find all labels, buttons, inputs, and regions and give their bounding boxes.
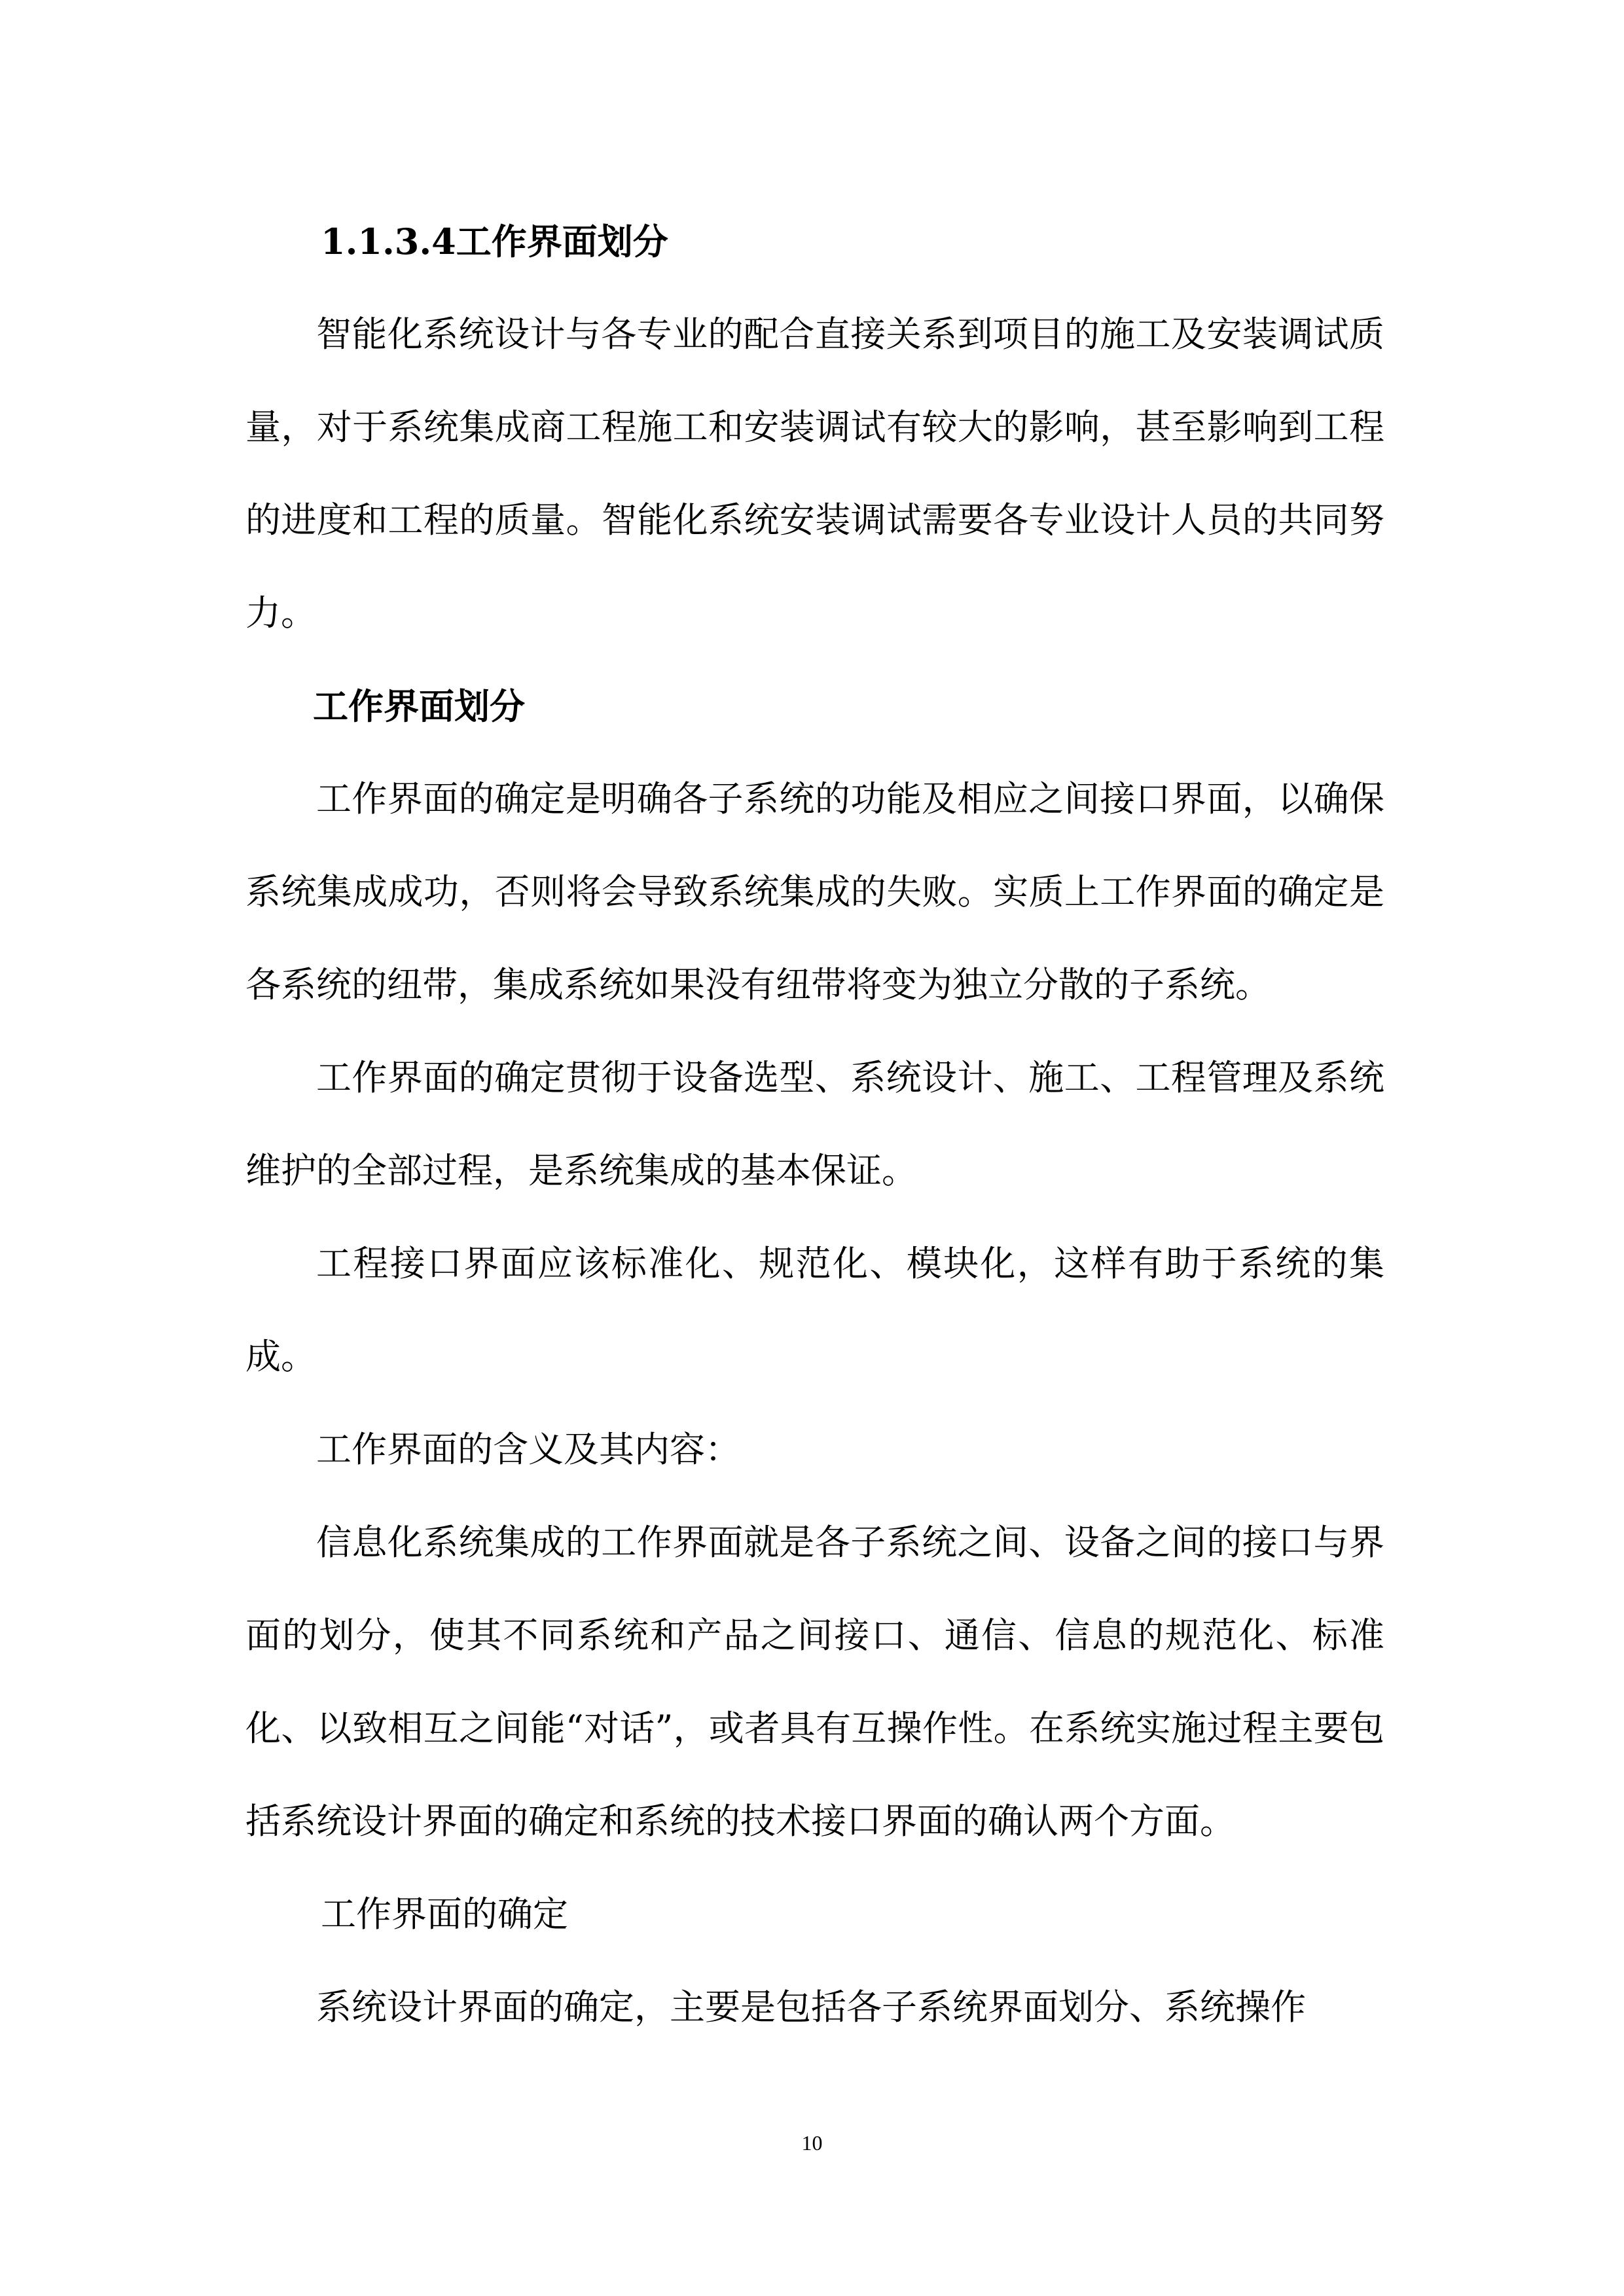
paragraph-design-interface: 系统设计界面的确定，主要是包括各子系统界面划分、系统操作 xyxy=(316,1986,1306,2028)
definition-heading: 工作界面的确定 xyxy=(321,1893,568,1935)
paragraph-interface-meaning-label: 工作界面的含义及其内容： xyxy=(316,1429,740,1470)
text-column xyxy=(245,195,1384,2054)
section-heading: 1.1.3.4工作界面划分 xyxy=(321,221,668,262)
subsection-heading: 工作界面划分 xyxy=(313,685,525,727)
page-number: 10 xyxy=(801,2131,823,2155)
paragraph-interface-process: 工作界面的确定贯彻于设备选型、系统设计、施工、工程管理及系统维护的全部过程，是系统集成的基本保证。 xyxy=(245,1057,1384,1191)
paragraph-interface-purpose: 工作界面的确定是明确各子系统的功能及相应之间接口界面，以确保系统集成成功，否则将会导致系统集成的失败。实质上工作界面的确定是各系统的纽带，集成系统如果没有纽带将变为独立分散的子系统。 xyxy=(245,778,1384,1005)
paragraph-interface-standardization: 工程接口界面应该标准化、规范化、模块化，这样有助于系统的集成。 xyxy=(245,1243,1384,1377)
intro-paragraph: 智能化系统设计与各专业的配合直接关系到项目的施工及安装调试质量，对于系统集成商工程施工和安装调试有较大的影响，甚至影响到工程的进度和工程的质量。智能化系统安装调试需要各专业设计人员的共同努力。 xyxy=(245,314,1384,634)
paragraph-interface-definition: 信息化系统集成的工作界面就是各子系统之间、设备之间的接口与界面的划分，使其不同系统和产品之间接口、通信、信息的规范化、标准化、以致相互之间能“对话”，或者具有互操作性。在系统实施过程主要包括系统设计界面的确定和系统的技术接口界面的确认两个方面。 xyxy=(245,1522,1384,1842)
